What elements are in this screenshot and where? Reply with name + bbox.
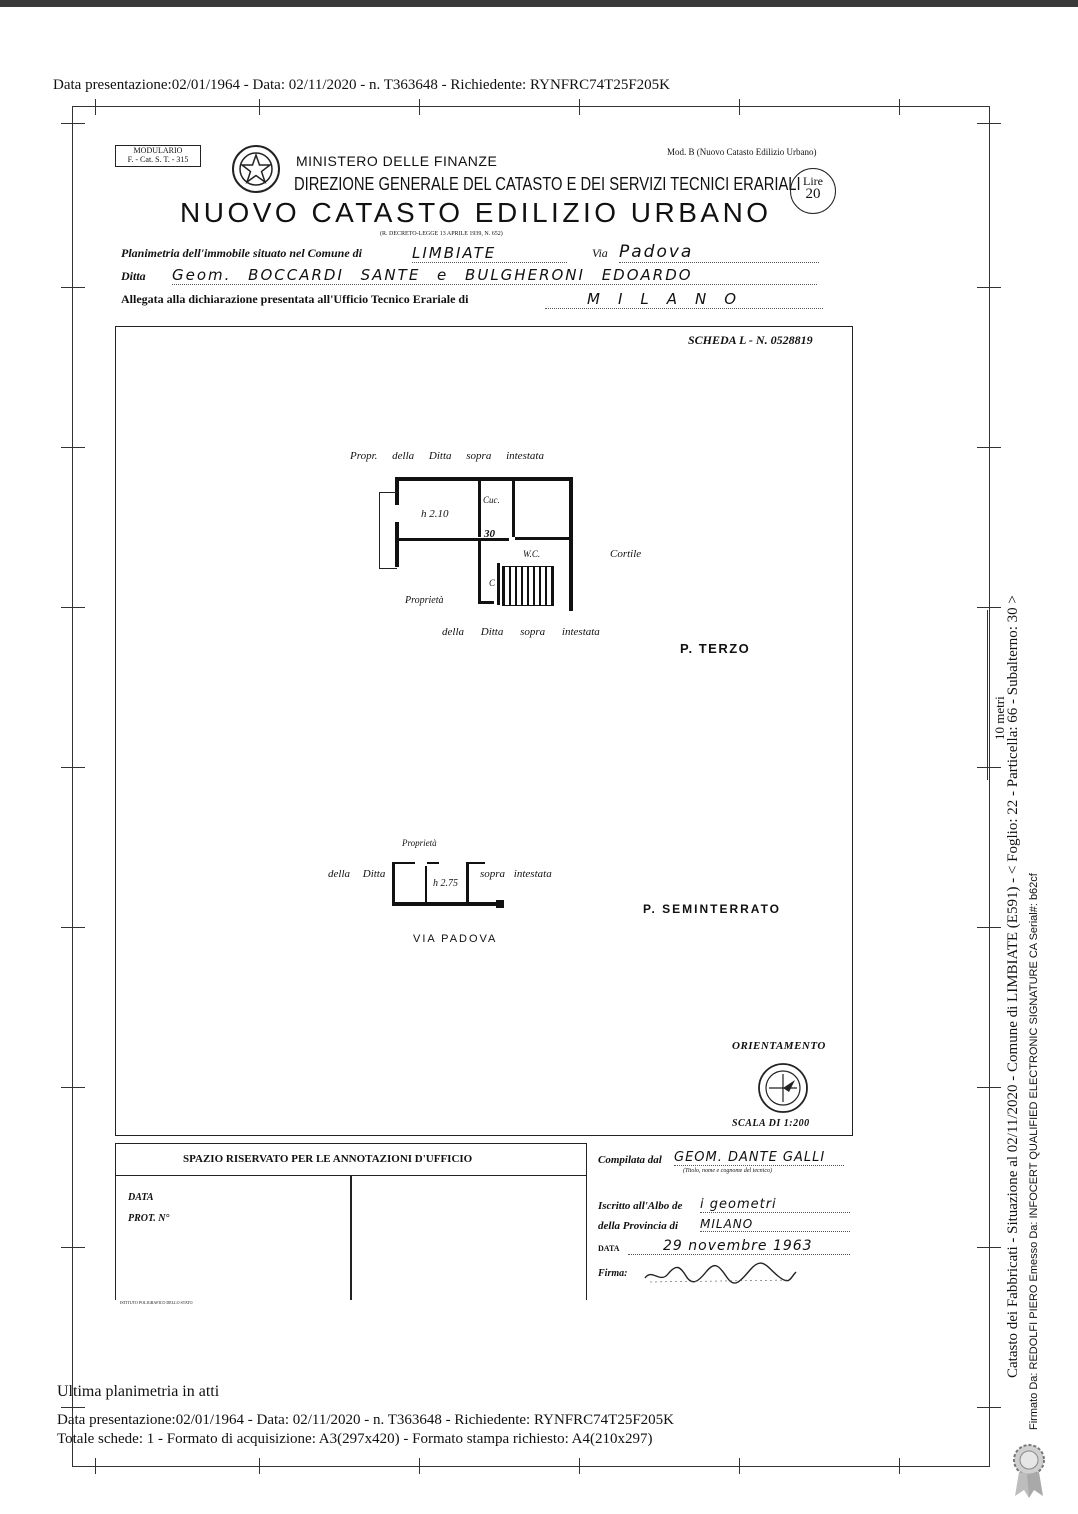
catasto-vertical-line: Catasto dei Fabbricati - Situazione al 02/11/2020 - Comune di LIMBIATE (E591) - < Foglio: 22 - Particella: 66 - Subalterno: 30 >: [1005, 595, 1021, 1378]
spazio-label: SPAZIO RISERVATO PER LE ANNOTAZIONI D'UFFICIO: [183, 1153, 473, 1165]
header-line: Data presentazione:02/01/1964 - Data: 02/11/2020 - n. T363648 - Richiedente: RYNFRC74T25F205K: [53, 77, 670, 93]
prot-label: PROT. N°: [128, 1213, 170, 1224]
unit-number-label: 30: [484, 528, 495, 540]
allegata-value: MILANO: [545, 290, 823, 309]
plan-top-label: Propr. della Ditta sopra intestata: [350, 450, 544, 462]
ditta-label: Ditta: [121, 269, 146, 283]
ultima-label: Ultima planimetria in atti: [57, 1383, 220, 1400]
bottom-line1: Data presentazione:02/01/1964 - Data: 02/11/2020 - n. T363648 - Richiedente: RYNFRC74T25F205K: [57, 1412, 674, 1428]
orientamento-label: ORIENTAMENTO: [732, 1040, 826, 1052]
allegata-label: Allegata alla dichiarazione presentata all'Ufficio Tecnico Erariale di: [121, 292, 469, 306]
data2-value: 29 novembre 1963: [628, 1238, 850, 1255]
cucina-label: Cuc.: [483, 495, 500, 505]
top-bar: [0, 0, 1078, 7]
scale-bar-10m: [987, 610, 988, 780]
stamp-lire: Lire: [803, 174, 823, 188]
printer-label: ISTITUTO POLIGRAFICO DELLO STATO: [120, 1300, 193, 1305]
decree-label: (R. DECRETO-LEGGE 13 APRILE 1939, N. 652): [380, 231, 503, 237]
annotations-divider: [350, 1176, 352, 1300]
data-label: DATA: [128, 1192, 154, 1203]
data2-label: DATA: [598, 1244, 620, 1253]
iscritto-value: i geometri: [700, 1197, 850, 1213]
sem-sopra-label: sopra intestata: [480, 868, 552, 880]
main-title: NUOVO CATASTO EDILIZIO URBANO: [180, 197, 772, 228]
via-value: Padova: [619, 242, 819, 263]
provincia-value: MILANO: [700, 1217, 850, 1232]
seal-icon: [1007, 1440, 1051, 1500]
cortile-label: Cortile: [610, 548, 642, 560]
ditta-value: Geom. BOCCARDI SANTE e BULGHERONI EDOARDO: [172, 266, 817, 285]
modulario-line1: MODULARIO: [133, 146, 183, 155]
via-label: Via: [592, 246, 608, 260]
wc-label: W.C.: [523, 549, 541, 559]
proprieta-label: Proprietà: [405, 595, 444, 606]
signature-scribble: [640, 1260, 800, 1288]
titolo-hint: (Titolo, nome e cognome del tecnico): [683, 1168, 772, 1174]
modulario-line2: F. - Cat. S. T. - 315: [127, 155, 189, 164]
comune-label: Planimetria dell'immobile situato nel Comune di: [121, 246, 363, 260]
stamp-value: 20: [805, 186, 821, 202]
scale-label: SCALA DI 1:200: [732, 1118, 810, 1129]
room-height-label: h 2.10: [421, 508, 449, 520]
scale-bar-label: 10 metri: [992, 696, 1007, 740]
sem-proprieta-label: Proprietà: [402, 838, 437, 848]
sem-height-label: h 2.75: [433, 878, 458, 889]
revenue-stamp: [790, 168, 836, 214]
provincia-label: della Provincia di: [598, 1220, 679, 1232]
compilata-label: Compilata dal: [598, 1154, 662, 1166]
comune-value: LIMBIATE: [412, 244, 567, 263]
via-padova-label: VIA PADOVA: [413, 933, 498, 945]
floor-terzo-label: P. TERZO: [680, 641, 751, 656]
mod-b-label: Mod. B (Nuovo Catasto Edilizio Urbano): [667, 147, 817, 157]
emblem-icon: [230, 143, 282, 195]
plan-bottom-label: della Ditta sopra intestata: [442, 626, 600, 638]
firma-label: Firma:: [598, 1268, 628, 1279]
ministry-label: MINISTERO DELLE FINANZE: [296, 153, 498, 169]
modulario-box: [115, 145, 201, 167]
north-arrow-icon: [755, 1062, 811, 1114]
direction-label: DIREZIONE GENERALE DEL CATASTO E DEI SERVIZI TECNICI ERARIALI: [294, 174, 801, 194]
sem-della-label: della Ditta: [328, 868, 386, 880]
floor-seminterrato-label: P. SEMINTERRATO: [643, 902, 782, 916]
bottom-line2: Totale schede: 1 - Formato di acquisizione: A3(297x420) - Formato stampa richiesto: A4(210x297): [57, 1431, 653, 1447]
compilata-value: GEOM. DANTE GALLI: [674, 1150, 844, 1166]
plan-box: [115, 326, 853, 1136]
firmato-vertical-line: Firmato Da: REDOLFI PIERO Emesso Da: INFOCERT QUALIFIED ELECTRONIC SIGNATURE CA Serial#: b62cf: [1028, 873, 1040, 1430]
c-label: C: [489, 578, 496, 588]
scheda-number: SCHEDA L - N. 0528819: [688, 333, 813, 347]
iscritto-label: Iscritto all'Albo de: [598, 1200, 683, 1212]
